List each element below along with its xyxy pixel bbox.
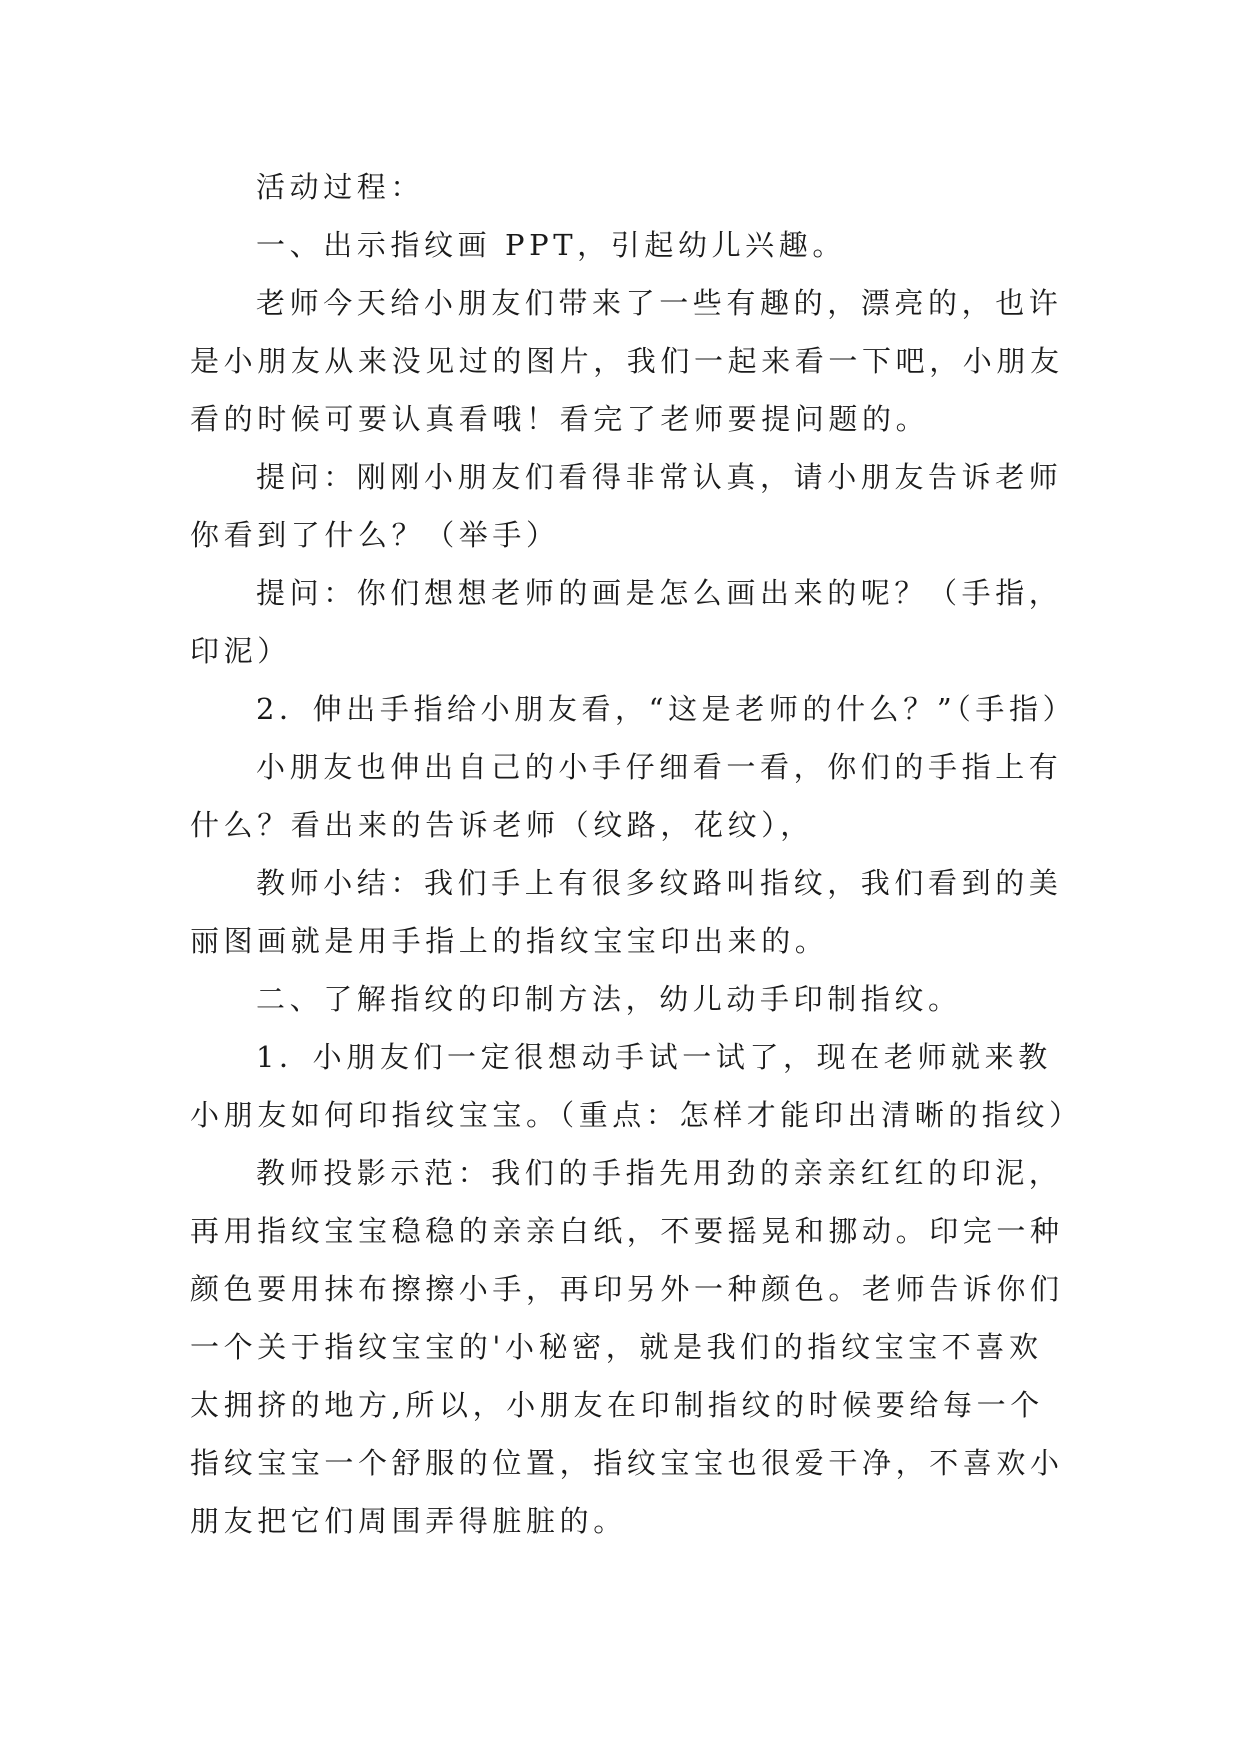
text-line: 颜色要用抹布擦擦小手，再印另外一种颜色。老师告诉你们 xyxy=(190,1272,1064,1306)
text-line: 一个关于指纹宝宝的'小秘密，就是我们的指纹宝宝不喜欢 xyxy=(190,1330,1043,1364)
text-line: 太拥挤的地方,所以，小朋友在印制指纹的时候要给每一个 xyxy=(190,1388,1044,1422)
text-line: 朋友把它们周围弄得脏脏的。 xyxy=(190,1504,627,1538)
text-line: 是小朋友从来没见过的图片，我们一起来看一下吧，小朋友 xyxy=(190,344,1064,378)
text-line: 活动过程： xyxy=(256,170,425,204)
text-line: 教师小结：我们手上有很多纹路叫指纹，我们看到的美 xyxy=(256,866,1063,900)
text-line: 看的时候可要认真看哦！看完了老师要提问题的。 xyxy=(190,402,930,436)
text-line: 2．伸出手指给小朋友看，“这是老师的什么？”（手指） xyxy=(256,692,1077,726)
text-line: 老师今天给小朋友们带来了一些有趣的，漂亮的，也许 xyxy=(256,286,1063,320)
text-line: 再用指纹宝宝稳稳的亲亲白纸，不要摇晃和挪动。印完一种 xyxy=(190,1214,1064,1248)
text-line: 什么？看出来的告诉老师（纹路，花纹）， xyxy=(190,808,814,842)
text-line: 印泥） xyxy=(190,634,291,668)
text-line: 教师投影示范：我们的手指先用劲的亲亲红红的印泥， xyxy=(256,1156,1063,1190)
document-body xyxy=(190,158,1083,1550)
text-line: 提问：刚刚小朋友们看得非常认真，请小朋友告诉老师 xyxy=(256,460,1063,494)
text-line: 指纹宝宝一个舒服的位置，指纹宝宝也很爱干净，不喜欢小 xyxy=(190,1446,1064,1480)
text-line: 1．小朋友们一定很想动手试一试了，现在老师就来教 xyxy=(256,1040,1052,1074)
text-line: 丽图画就是用手指上的指纹宝宝印出来的。 xyxy=(190,924,829,958)
text-line: 提问：你们想想老师的画是怎么画出来的呢？（手指， xyxy=(256,576,1063,610)
text-line: 小朋友也伸出自己的小手仔细看一看，你们的手指上有 xyxy=(256,750,1063,784)
text-line: 一、出示指纹画 PPT，引起幼儿兴趣。 xyxy=(256,228,846,262)
text-line: 二、了解指纹的印制方法，幼儿动手印制指纹。 xyxy=(256,982,962,1016)
text-line: 你看到了什么？（举手） xyxy=(190,518,560,552)
text-line: 小朋友如何印指纹宝宝。（重点：怎样才能印出清晰的指纹） xyxy=(190,1098,1083,1132)
